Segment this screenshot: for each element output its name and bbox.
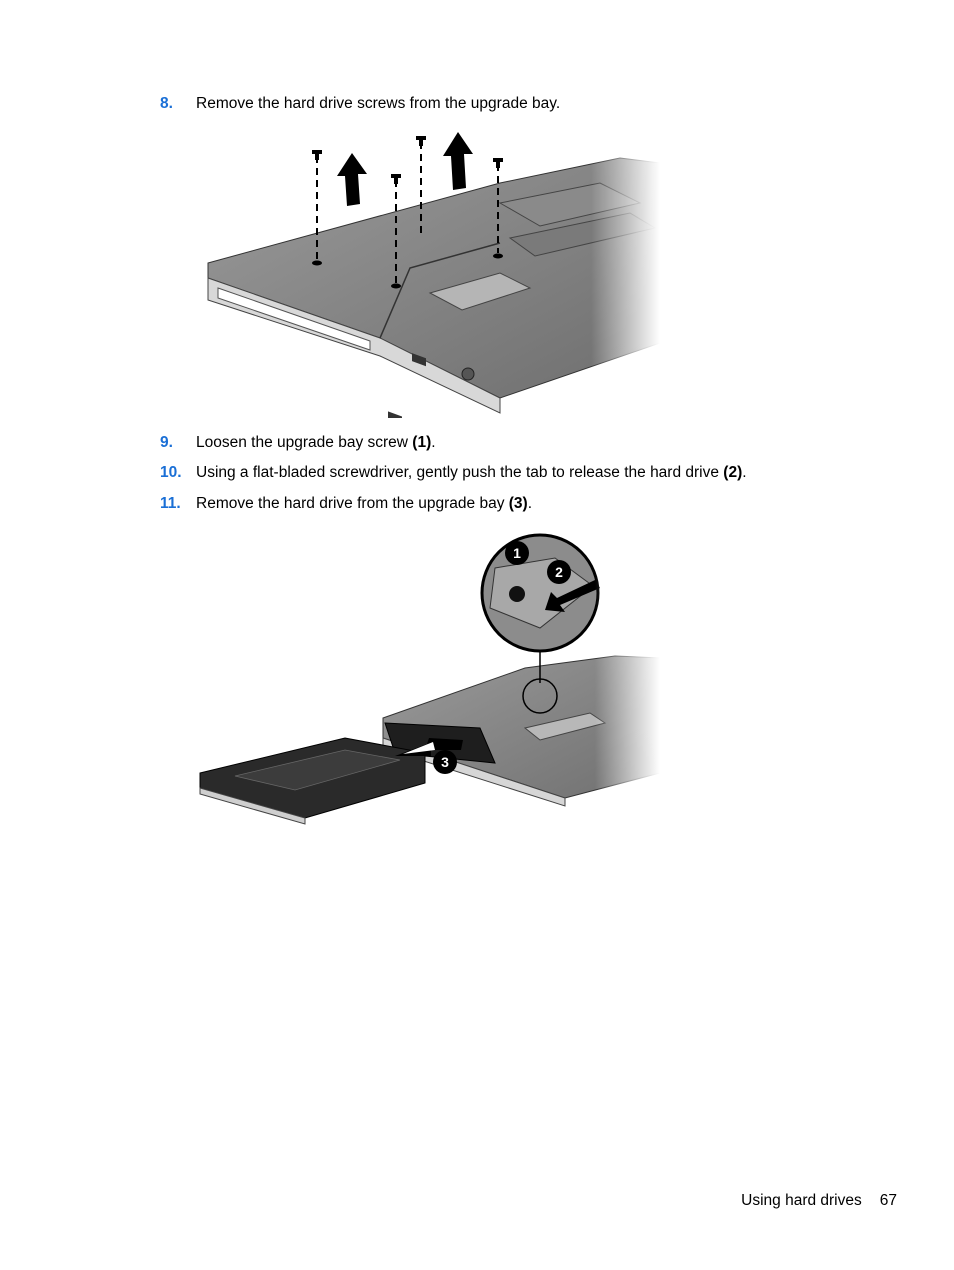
footer-section-title: Using hard drives (741, 1192, 862, 1209)
step-number: 11. (160, 495, 181, 512)
screw-removal-illustration (200, 128, 660, 418)
step-text: Loosen the upgrade bay screw (1). (196, 434, 436, 451)
step-text: Using a flat-bladed screwdriver, gently push the tab to release the hard drive (2). (196, 464, 747, 481)
step-text: Remove the hard drive from the upgrade bay (3). (196, 495, 533, 512)
step-number: 9. (160, 434, 173, 451)
step-text: Remove the hard drive screws from the upgrade bay. (196, 95, 561, 112)
page-footer (741, 1192, 897, 1210)
step-number: 10. (160, 464, 182, 481)
step-number: 8. (160, 95, 173, 112)
hard-drive-removal-illustration (195, 528, 660, 828)
page-number: 67 (879, 1192, 897, 1209)
